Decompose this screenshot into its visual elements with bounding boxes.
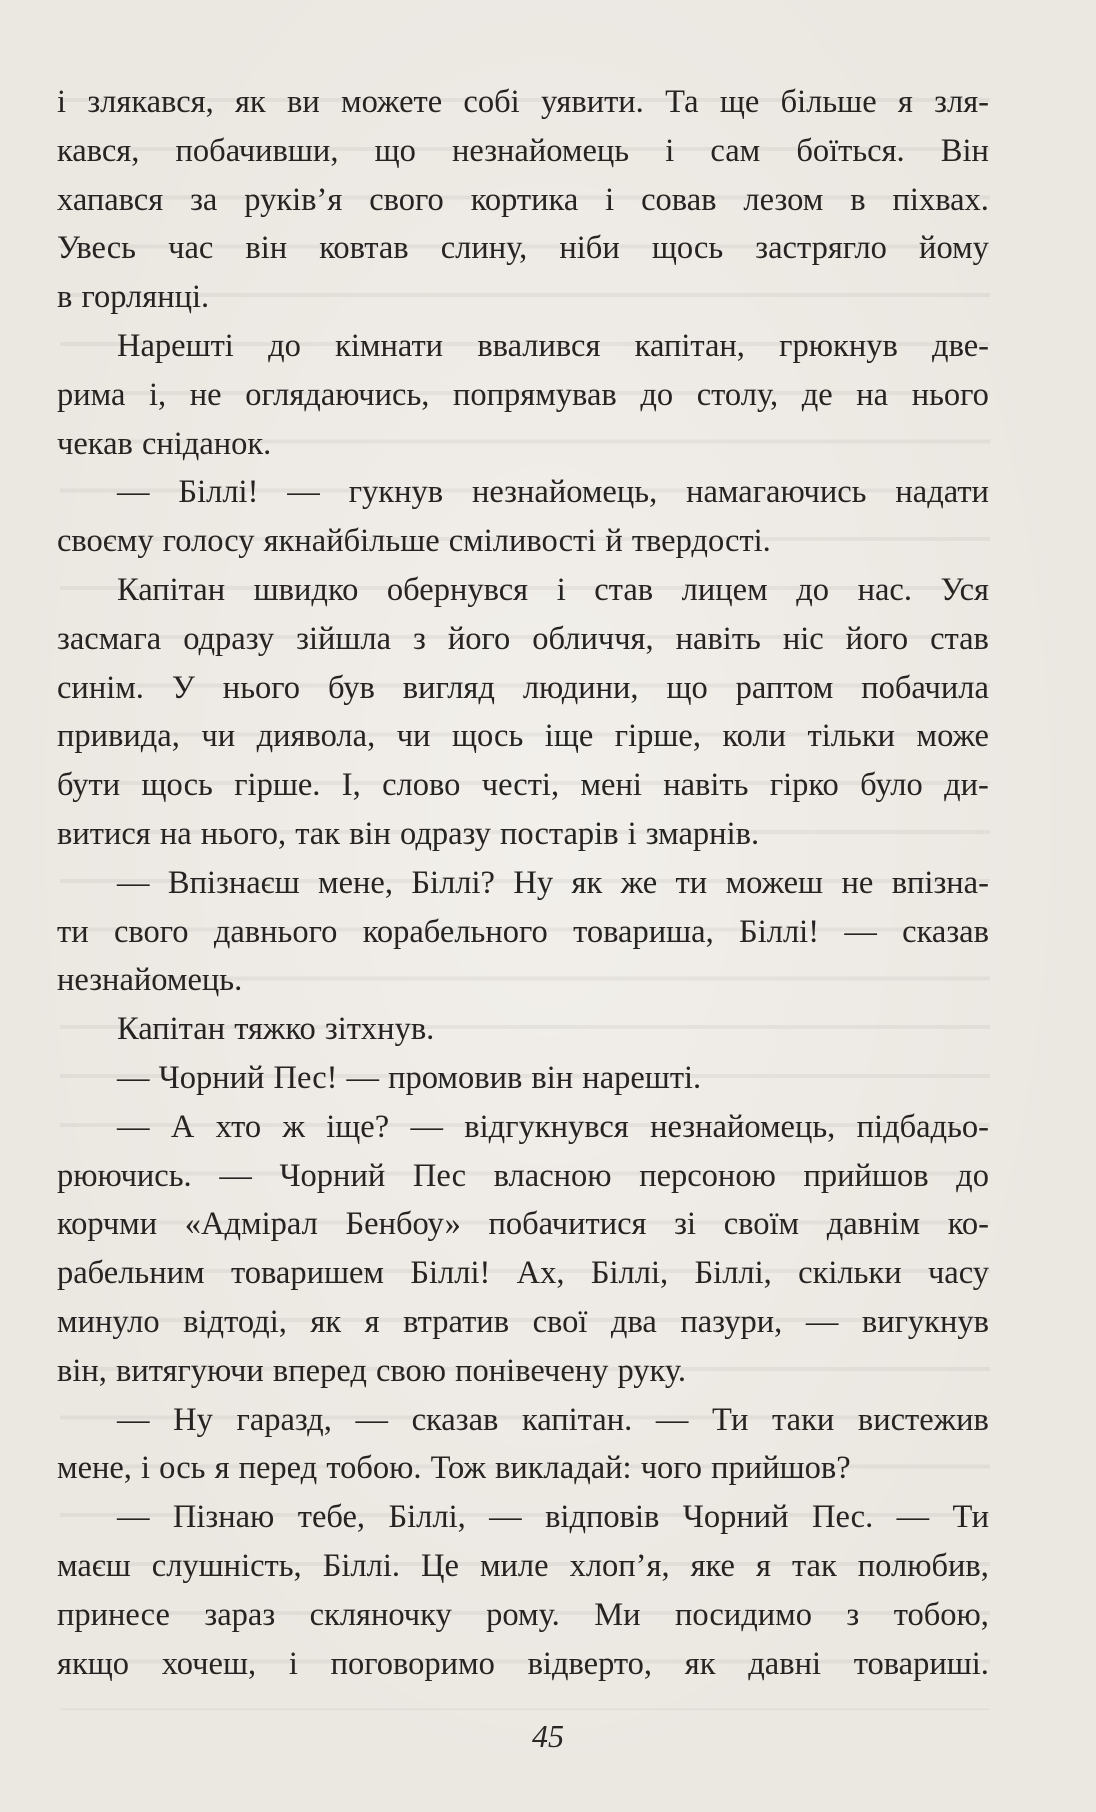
text-line: рюючись. — Чорний Пес власною персоною прийшов до xyxy=(57,1157,989,1194)
text-line: — А хто ж іще? — відгукнувся незнайомець, підбадьо- xyxy=(117,1108,989,1145)
text-line: і злякався, як ви можете собі уявити. Та ще більше я зля- xyxy=(57,84,989,120)
text-line: принесе зараз скляночку рому. Ми посидимо з тобою, xyxy=(57,1596,989,1633)
page-number: 45 xyxy=(532,1718,564,1754)
text-line: Нарешті до кімнати ввалився капітан, грюкнув две- xyxy=(117,327,989,364)
text-line: кався, побачивши, що незнайомець і сам боїться. Він xyxy=(57,132,989,169)
text-line: в горлянці. xyxy=(57,279,210,316)
text-line: минуло відтоді, як я втратив свої два пазури, — вигукнув xyxy=(57,1303,989,1340)
text-line: — Чорний Пес! — промовив він нарешті. xyxy=(117,1059,702,1096)
text-line: засмага одразу зійшла з його обличчя, навіть ніс його став xyxy=(57,620,989,657)
text-line: — Пізнаю тебе, Біллі, — відповів Чорний Пес. — Ти xyxy=(117,1499,989,1536)
text-line: Капітан швидко обернувся і став лицем до нас. Уся xyxy=(117,571,989,608)
text-line: своєму голосу якнайбільше сміливості й твердості. xyxy=(57,523,771,560)
text-line: чекав сніданок. xyxy=(57,425,272,462)
text-line: привида, чи диявола, чи щось іще гірше, коли тільки може xyxy=(57,718,989,755)
body-text xyxy=(57,78,989,1688)
text-line: рабельним товаришем Біллі! Ах, Біллі, Біллі, скільки часу xyxy=(57,1255,989,1292)
text-line: синім. У нього був вигляд людини, що раптом побачила xyxy=(57,669,989,706)
text-line: ти свого давнього корабельного товариша, Біллі! — сказав xyxy=(57,913,989,950)
text-line: якщо хочеш, і поговоримо відверто, як давні товариші. xyxy=(57,1645,989,1682)
text-line: — Біллі! — гукнув незнайомець, намагаючись надати xyxy=(117,474,989,511)
text-line: — Впізнаєш мене, Біллі? Ну як же ти можеш не впізна- xyxy=(117,864,989,901)
text-line: Увесь час він ковтав слину, ніби щось застрягло йому xyxy=(57,230,989,267)
text-line: мене, і ось я перед тобою. Тож викладай: чого прийшов? xyxy=(57,1450,851,1487)
text-line: — Ну гаразд, — сказав капітан. — Ти таки вистежив xyxy=(117,1401,989,1438)
text-line: він, витягуючи вперед свою понівечену руку. xyxy=(57,1352,687,1389)
text-line: бути щось гірше. І, слово честі, мені навіть гірко було ди- xyxy=(57,767,989,804)
text-line: рима і, не оглядаючись, попрямував до столу, де на нього xyxy=(57,376,989,413)
text-line: витися на нього, так він одразу постарів і змарнів. xyxy=(57,815,760,852)
text-line: хапався за руків’я свого кортика і совав лезом в піхвах. xyxy=(57,181,989,218)
text-line: корчми «Адмірал Бенбоу» побачитися зі своїм давнім ко- xyxy=(57,1206,989,1243)
text-line: Капітан тяжко зітхнув. xyxy=(117,1011,435,1048)
text-line: незнайомець. xyxy=(57,962,243,999)
text-line: маєш слушність, Біллі. Це миле хлоп’я, яке я так полюбив, xyxy=(57,1547,989,1584)
